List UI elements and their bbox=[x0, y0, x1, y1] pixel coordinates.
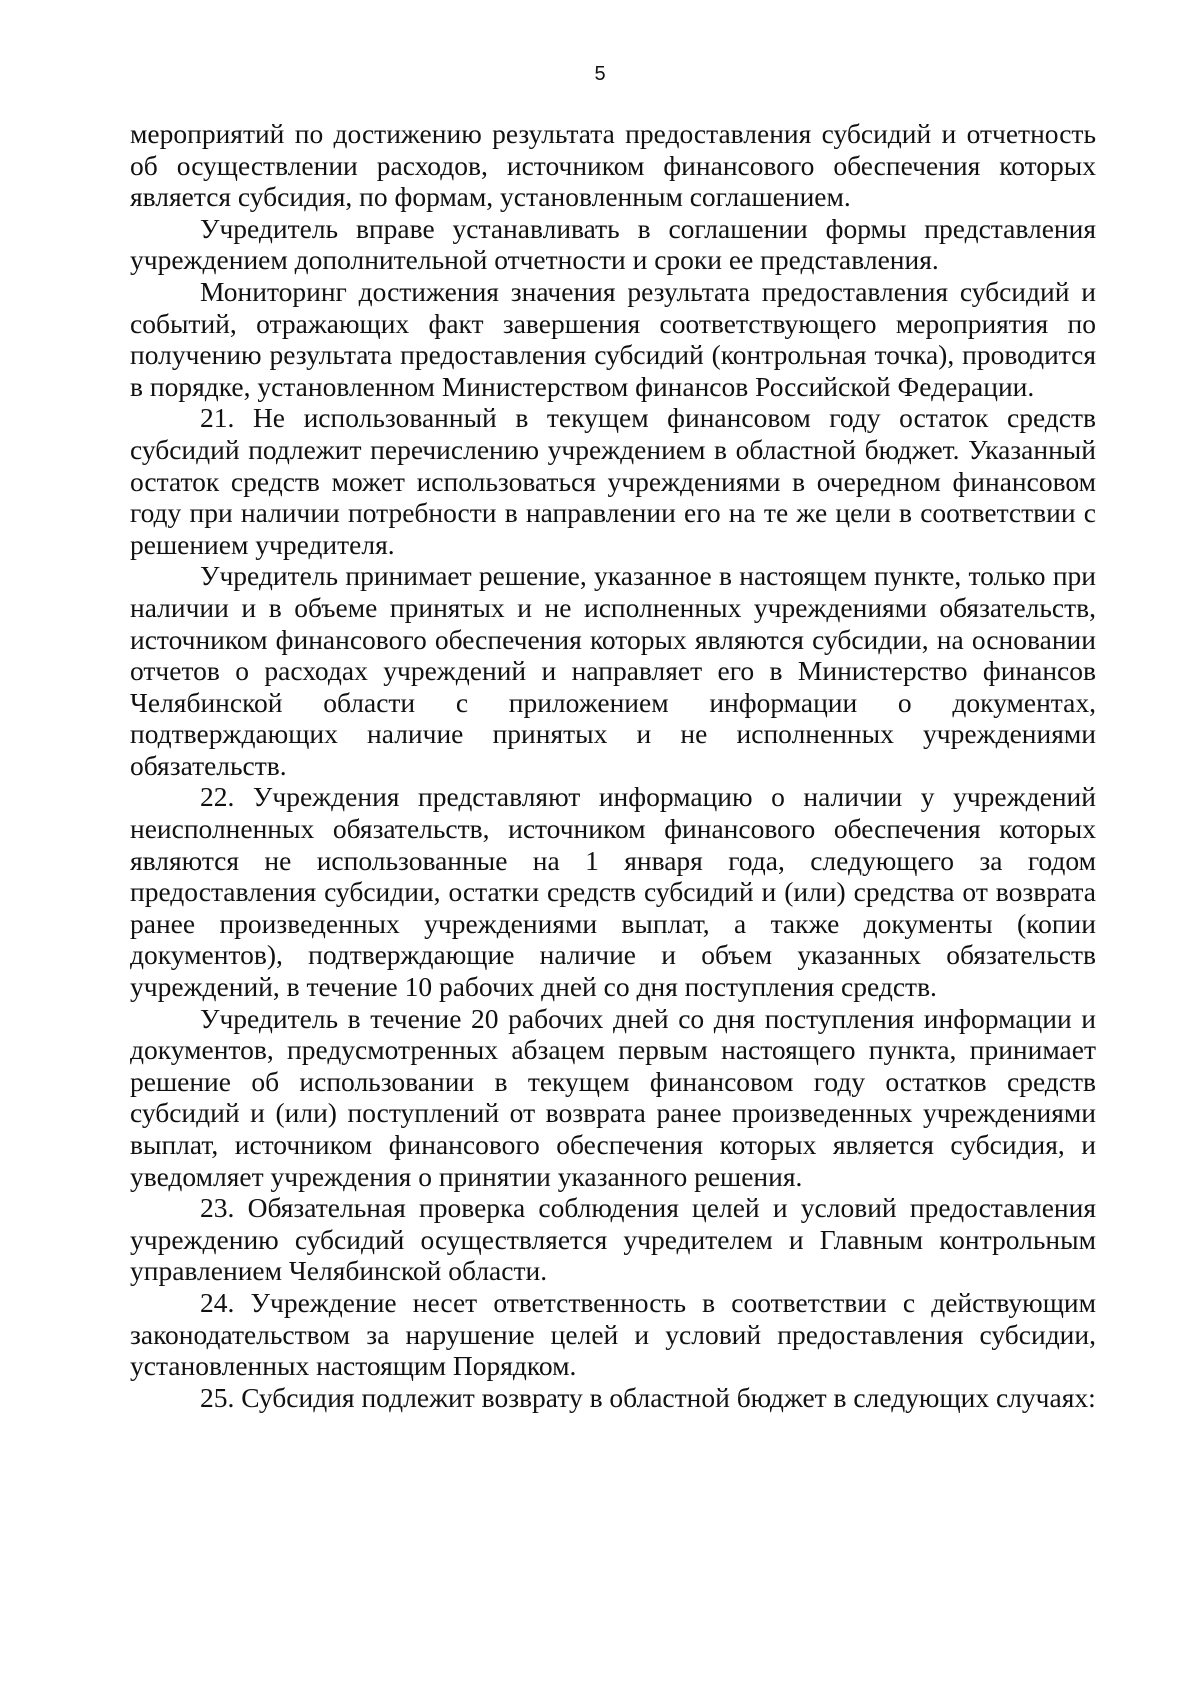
paragraph-22-decision: Учредитель в течение 20 рабочих дней со дня поступления информации и документов, предусмотренных абзацем первым настоящего пункта, принимает решение об использовании в текущем финансовом году остатков средств субсидий и (или) поступлений от возврата ранее произведенных учреждениями выплат, источником финансового обеспечения которых является субсидия, и уведомляет учреждения о принятии указанного решения. bbox=[130, 1002, 1096, 1192]
paragraph-21: 21. Не использованный в текущем финансовом году остаток средств субсидий подлежит перечислению учреждением в областной бюджет. Указанный остаток средств может использоваться учреждениями в очередном финансовом году при наличии потребности в направлении его на те же цели в соответствии с решением учредителя. bbox=[130, 402, 1096, 560]
paragraph-22: 22. Учреждения представляют информацию о наличии у учреждений неисполненных обязательств, источником финансового обеспечения которых являются не использованные на 1 января года, следующего за годом предоставления субсидии, остатки средств субсидий и (или) средства от возврата ранее произведенных учреждениями выплат, а также документы (копии документов), подтверждающие наличие и объем указанных обязательств учреждений, в течение 10 рабочих дней со дня поступления средств. bbox=[130, 781, 1096, 1003]
paragraph-continuation: мероприятий по достижению результата предоставления субсидий и отчетность об осуществлении расходов, источником финансового обеспечения которых является субсидия, по формам, установленным соглашением. bbox=[130, 118, 1096, 213]
page-number: 5 bbox=[594, 63, 606, 85]
paragraph-additional-reporting: Учредитель вправе устанавливать в соглашении формы представления учреждением дополнительной отчетности и сроки ее представления. bbox=[130, 212, 1096, 276]
paragraph-monitoring: Мониторинг достижения значения результата предоставления субсидий и событий, отражающих факт завершения соответствующего мероприятия по получению результата предоставления субсидий (контрольная точка), проводится в порядке, установленном Министерством финансов Российской Федерации. bbox=[130, 275, 1096, 402]
paragraph-23: 23. Обязательная проверка соблюдения целей и условий предоставления учреждению субсидий осуществляется учредителем и Главным контрольным управлением Челябинской области. bbox=[130, 1192, 1096, 1287]
document-body bbox=[130, 118, 1096, 1413]
paragraph-21-decision: Учредитель принимает решение, указанное в настоящем пункте, только при наличии и в объеме принятых и не исполненных учреждениями обязательств, источником финансового обеспечения которых являются субсидии, на основании отчетов о расходах учреждений и направляет его в Министерство финансов Челябинской области с приложением информации о документах, подтверждающих наличие принятых и не исполненных учреждениями обязательств. bbox=[130, 560, 1096, 781]
paragraph-25: 25. Субсидия подлежит возврату в областной бюджет в следующих случаях: bbox=[200, 1381, 1096, 1413]
paragraph-24: 24. Учреждение несет ответственность в соответствии с действующим законодательством за нарушение целей и условий предоставления субсидии, установленных настоящим Порядком. bbox=[130, 1286, 1096, 1382]
